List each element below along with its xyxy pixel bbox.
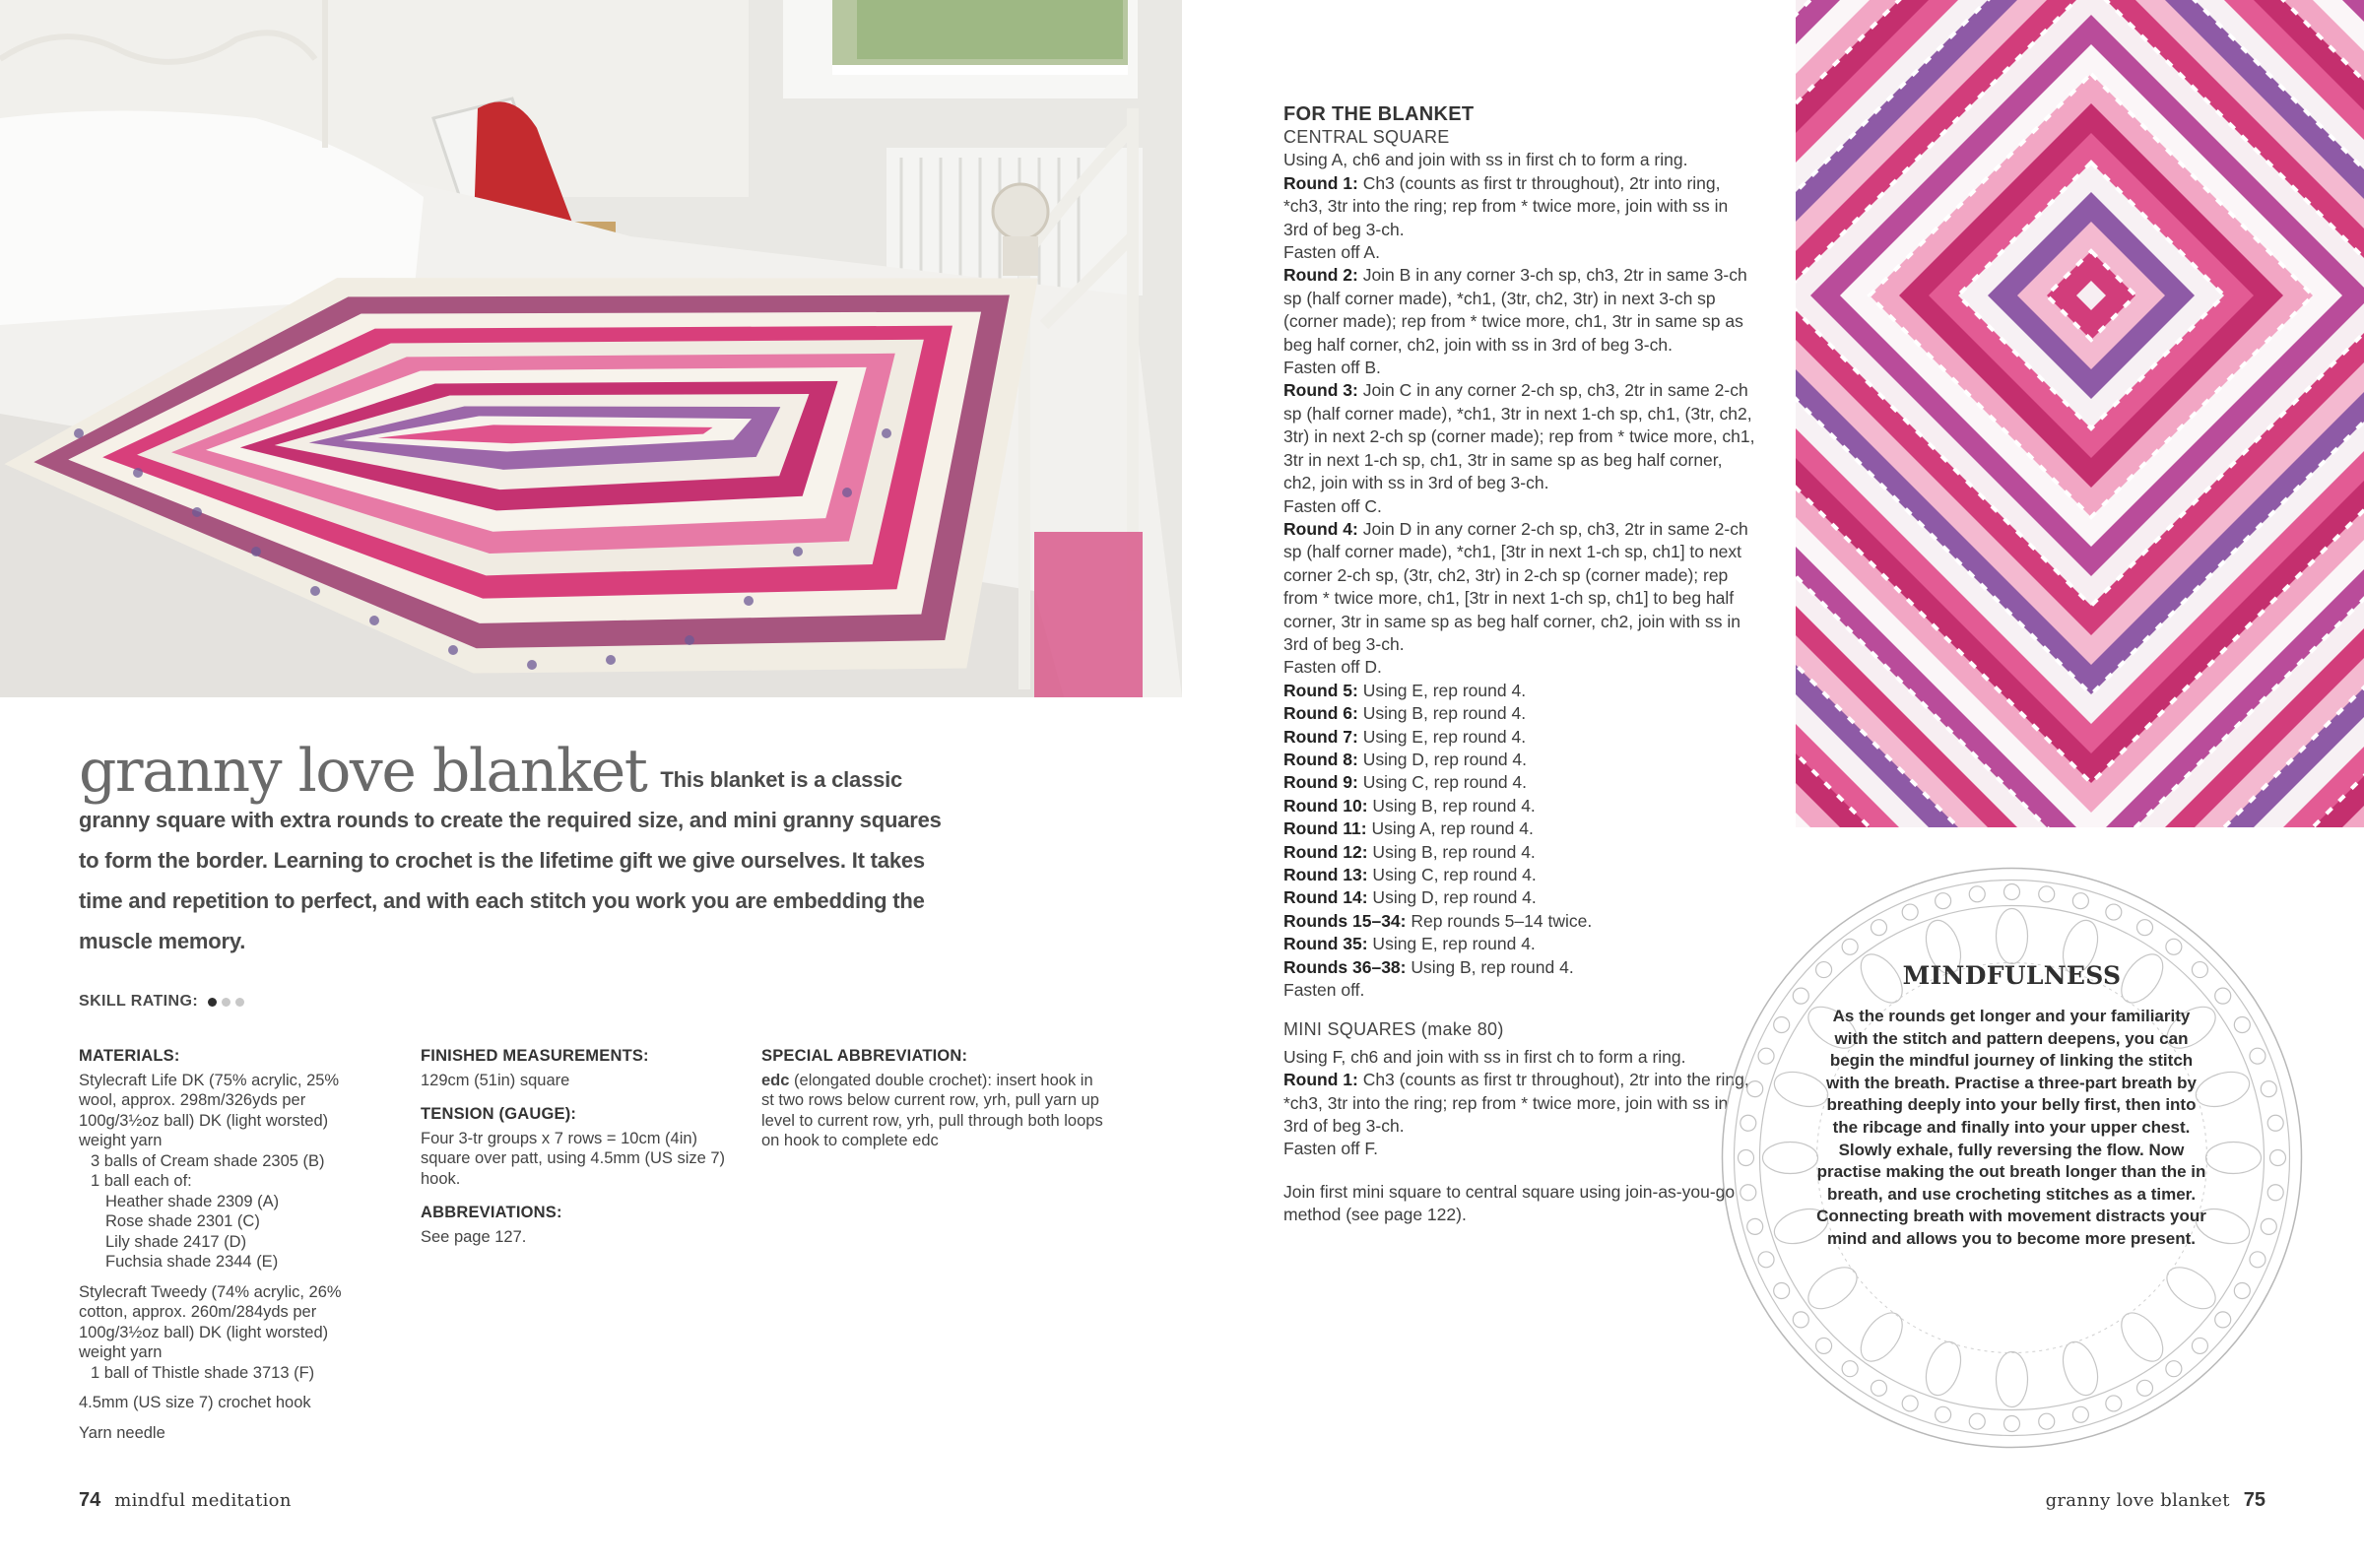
pattern-round xyxy=(1283,379,1756,494)
pattern-round xyxy=(1283,864,1756,886)
yarn-2-description: Stylecraft Tweedy (74% acrylic, 26% cotton, approx. 260m/284yds per 100g/3½oz ball) DK (light worsted) weight yarn xyxy=(79,1282,342,1361)
tension-heading: TENSION (GAUGE): xyxy=(421,1105,577,1123)
special-abbreviation-column xyxy=(761,1046,1106,1161)
special-term: edc xyxy=(761,1071,790,1089)
materials-hook: 4.5mm (US size 7) crochet hook xyxy=(79,1394,311,1411)
round-label: Round 5: xyxy=(1283,680,1358,700)
pattern-round xyxy=(1283,795,1756,817)
round-label: Round 11: xyxy=(1283,818,1367,839)
tension-text: Four 3-tr groups x 7 rows = 10cm (4in) square over patt, using 4.5mm (US size 7) hook. xyxy=(421,1129,726,1188)
round-text: Using B, rep round 4. xyxy=(1367,795,1536,816)
yarn-color-item: Heather shade 2309 (A) xyxy=(105,1192,280,1210)
yarn-color-item: Lily shade 2417 (D) xyxy=(105,1232,247,1251)
page-number-right: 75 xyxy=(2243,1489,2266,1511)
round-label: Round 35: xyxy=(1283,934,1368,954)
round-label: Round 13: xyxy=(1283,865,1368,884)
round-text: Rep rounds 5–14 twice. xyxy=(1406,910,1593,931)
round-text: Using B, rep round 4. xyxy=(1357,703,1527,724)
materials-yarn-2 xyxy=(79,1282,374,1384)
fasten-off-final: Fasten off. xyxy=(1283,980,1365,1001)
yarn-1-description: Stylecraft Life DK (75% acrylic, 25% wool, approx. 298m/326yds per 100g/3½oz ball) DK (light worsted) weight yarn xyxy=(79,1071,340,1149)
round-text: Using D, rep round 4. xyxy=(1357,749,1528,769)
round-text: Join B in any corner 3-ch sp, ch3, 2tr in same 3-ch sp (half corner made), *ch1, (3tr, ch2, 3tr) in next 3-ch sp (corner made); rep from * twice more, ch1, 3tr in same sp as beg half corner, ch2, join with ss in 3rd of beg 3-ch. xyxy=(1283,265,1747,355)
materials-column xyxy=(79,1046,374,1453)
finished-text: 129cm (51in) square xyxy=(421,1071,570,1089)
round-label: Round 3: xyxy=(1283,380,1358,401)
spacer xyxy=(1283,1002,1756,1018)
round-text: Using E, rep round 4. xyxy=(1357,680,1527,700)
abbreviations-heading: ABBREVIATIONS: xyxy=(421,1204,562,1221)
yarn-color-item: Rose shade 2301 (C) xyxy=(105,1212,260,1230)
pattern-round xyxy=(1283,956,1756,979)
materials-yarn-1 xyxy=(79,1071,374,1273)
round-label: Round 12: xyxy=(1283,841,1368,862)
yarn-color-item: Fuchsia shade 2344 (E) xyxy=(105,1253,279,1271)
mini-start: Using F, ch6 and join with ss in first ch to form a ring. xyxy=(1283,1046,1686,1067)
fasten-off: Fasten off A. xyxy=(1283,242,1380,263)
skill-dot-filled xyxy=(208,998,217,1007)
folio-right xyxy=(2046,1489,2266,1512)
round-text: Using A, rep round 4. xyxy=(1366,818,1534,839)
page-number-left: 74 xyxy=(79,1489,101,1511)
round-text: Using C, rep round 4. xyxy=(1357,772,1528,793)
mindfulness-title: MINDFULNESS xyxy=(1902,961,2122,990)
pattern-round xyxy=(1283,933,1756,955)
round-text: Ch3 (counts as first tr throughout), 2tr into the ring, *ch3, 3tr into the ring; rep from * twice more, join with ss in 3rd of beg 3-ch. xyxy=(1283,1070,1749,1137)
yarn-1-each-label: 1 ball each of: xyxy=(91,1172,192,1190)
round-text: Using D, rep round 4. xyxy=(1367,887,1537,908)
mini-fasten-off: Fasten off F. xyxy=(1283,1139,1378,1159)
round-label: Rounds 36–38: xyxy=(1283,956,1407,977)
round-label: Round 2: xyxy=(1283,265,1358,286)
materials-heading: MATERIALS: xyxy=(79,1047,180,1065)
intro-text: This blanket is a classic granny square with extra rounds to create the required size, and mini granny squares to form the border. Learning to crochet is the lifetime gift we give ourselves. It takes time and repetition to perfect, and with each stitch you work you are embedding the muscle memory. xyxy=(79,767,942,953)
special-text xyxy=(761,1071,1106,1151)
yarn-2-main-color: 1 ball of Thistle shade 3713 (F) xyxy=(91,1363,315,1382)
pattern-start: Using A, ch6 and join with ss in first ch to form a ring. xyxy=(1283,150,1688,170)
measurements-column xyxy=(421,1046,746,1257)
round-text: Using C, rep round 4. xyxy=(1367,865,1537,884)
round-text: Ch3 (counts as first tr throughout), 2tr into ring, *ch3, 3tr into the ring; rep from * twice more, join with ss in 3rd of beg 3-ch. xyxy=(1283,172,1729,239)
skill-rating-label: SKILL RATING: xyxy=(79,993,199,1010)
blanket-closeup-photo xyxy=(1796,0,2364,827)
round-label: Round 7: xyxy=(1283,726,1358,747)
skill-rating-dots xyxy=(208,998,244,1007)
running-head-left: mindful meditation xyxy=(114,1490,292,1511)
fasten-off: Fasten off D. xyxy=(1283,657,1382,678)
central-square-heading: CENTRAL SQUARE xyxy=(1283,127,1450,147)
round-label: Round 1: xyxy=(1283,1070,1358,1090)
skill-dot-empty xyxy=(235,998,244,1007)
abbreviations-text: See page 127. xyxy=(421,1227,527,1246)
pattern-round xyxy=(1283,726,1756,749)
pattern-round xyxy=(1283,518,1756,656)
round-label: Round 4: xyxy=(1283,518,1358,539)
pattern-round xyxy=(1283,702,1756,725)
blanket-heading: FOR THE BLANKET xyxy=(1283,103,1475,125)
pattern-round xyxy=(1283,264,1756,357)
running-head-right: granny love blanket xyxy=(2045,1490,2230,1511)
bedroom-blanket-photo xyxy=(0,0,1182,697)
special-definition: (elongated double crochet): insert hook in st two rows below current row, yrh, pull yarn up level to current row, yrh, pull through both loops on hook to complete edc xyxy=(761,1071,1103,1149)
pattern-round xyxy=(1283,910,1756,933)
folio-left xyxy=(79,1489,292,1512)
mindfulness-medallion xyxy=(1719,865,2305,1451)
round-text: Using E, rep round 4. xyxy=(1357,726,1527,747)
round-label: Round 9: xyxy=(1283,772,1358,793)
page-title: granny love blanket xyxy=(79,737,647,806)
spacer xyxy=(1283,1161,1756,1181)
special-heading: SPECIAL ABBREVIATION: xyxy=(761,1047,968,1065)
fasten-off: Fasten off B. xyxy=(1283,358,1381,378)
finished-heading: FINISHED MEASUREMENTS: xyxy=(421,1047,649,1065)
join-instruction: Join first mini square to central square using join-as-you-go method (see page 122). xyxy=(1283,1181,1736,1225)
round-label: Round 6: xyxy=(1283,703,1358,724)
round-text: Join D in any corner 2-ch sp, ch3, 2tr in same 2-ch sp (half corner made), *ch1, [3tr in next 1-ch sp, ch1] to next corner 2-ch sp, (3tr, ch2, 3tr) in 2-ch sp (corner made); rep from * twice more, ch1, [3tr in next 1-ch sp, ch1] to beg half corner, 3tr in same sp as beg half corner, ch2, join with ss in 3rd of beg 3-ch. xyxy=(1283,518,1748,654)
pattern-round xyxy=(1283,841,1756,864)
round-text: Using B, rep round 4. xyxy=(1367,841,1536,862)
pattern-round xyxy=(1283,771,1756,794)
mini-squares-heading: MINI SQUARES (make 80) xyxy=(1283,1019,1504,1040)
round-label: Round 8: xyxy=(1283,749,1358,769)
pattern-round xyxy=(1283,172,1756,241)
pattern-round xyxy=(1283,886,1756,909)
pattern-round xyxy=(1283,749,1756,771)
mini-round xyxy=(1283,1069,1756,1138)
round-label: Round 1: xyxy=(1283,172,1358,193)
round-label: Rounds 15–34: xyxy=(1283,910,1407,931)
pattern-round xyxy=(1283,680,1756,702)
fasten-off: Fasten off C. xyxy=(1283,495,1382,516)
round-label: Round 10: xyxy=(1283,795,1368,816)
skill-rating xyxy=(79,993,244,1011)
round-text: Join C in any corner 2-ch sp, ch3, 2tr in same 2-ch sp (half corner made), *ch1, 3tr in next 1-ch sp, ch1, (3tr, ch2, 3tr) in next 2-ch sp (corner made); rep from * twice more, ch1, 3tr in next 1-ch sp, ch1, 3tr in same sp as beg half corner, ch2, join with ss in 3rd of beg 3-ch. xyxy=(1283,380,1755,493)
intro-paragraph xyxy=(79,737,965,961)
round-text: Using B, rep round 4. xyxy=(1406,956,1574,977)
materials-needle: Yarn needle xyxy=(79,1423,165,1442)
yarn-1-main-color: 3 balls of Cream shade 2305 (B) xyxy=(91,1151,325,1170)
round-text: Using E, rep round 4. xyxy=(1367,934,1536,954)
pattern-instructions xyxy=(1283,102,1756,1227)
pattern-round xyxy=(1283,817,1756,840)
round-label: Round 14: xyxy=(1283,887,1368,908)
mindfulness-text: As the rounds get longer and your familiarity with the stitch and pattern deepens, you can begin the mindful journey of linking the stitch with the breath. Practise a three-part breath by breathing deeply into your belly first, then into the ribcage and finally into your upper chest. Slowly exhale, fully reversing the flow. Now practise making the out breath longer than the in breath, and use crocheting stitches as a timer. Connecting breath with movement distracts your mind and allows you to become more present. xyxy=(1816,1007,2206,1248)
skill-dot-empty xyxy=(222,998,230,1007)
